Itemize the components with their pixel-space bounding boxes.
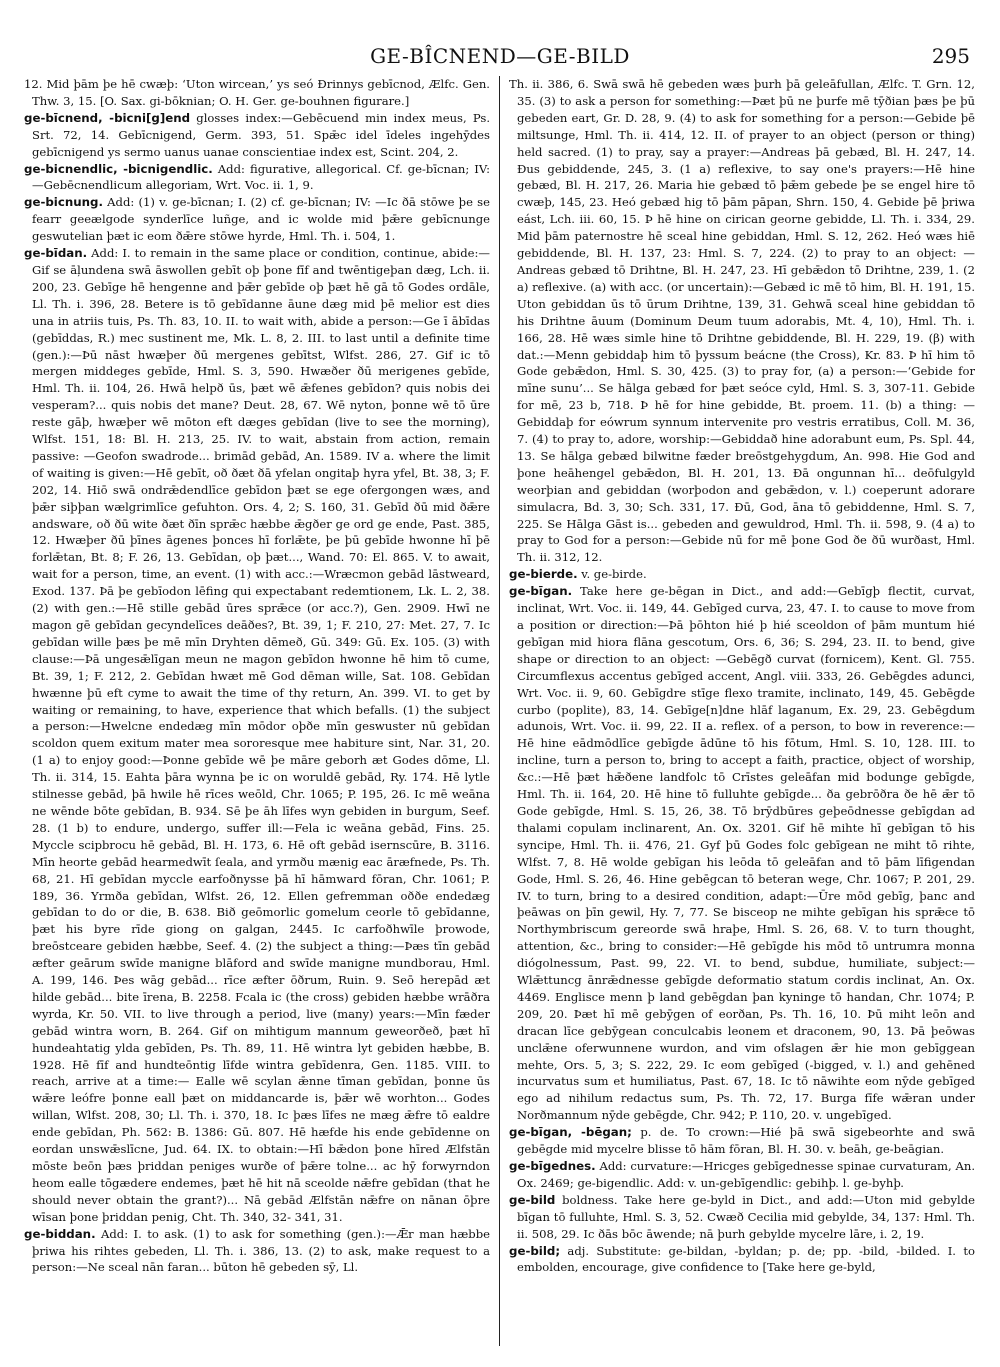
dictionary-entry	[24, 110, 490, 161]
left-column	[24, 76, 490, 1346]
entry-text: Take here ge-bēgan in Dict., and add:—Gebīgþ flectit, curvat, inclinat, Wrt. Voc. ii. 149, 44. Gebīged curva, 23, 47. I. to cause to move from a position or direction:—Þā þōhton hié þ hié sceoldon of þām muntum hié gebīgan mid hiora flāna gescotum, Ors. 6, 36; S. 294, 23. II. to bend, give shape or direction to an object: —Gebēgð curvat (fornicem), Kent. Gl. 755. Circumflexus accentus gebīged accent, Angl. viii. 333, 26. Gebēgdes adunci, Wrt. Voc. ii. 9, 60. Gebīgdre stīge flexo tramite, inclinato, 149, 45. Gebēgde curbo (poplite), 83, 14. Gebīge[n]dne hlāf laganum, Ex. 29, 23. Gebēgdum adunois, Wrt. Voc. ii. 99, 22. II a. reflex. of a person, to bow in reverence:—Hē hine eādmōdlīce gebīgde ādūne tō his fōtum, Hml. S. 10, 128. III. to incline, turn a person to, bring to accept a faith, practice, object of worship, &c.:—Hē þæt hǣðene landfolc tō Crīstes geleāfan mid bodunge gebīgde, Hml. Th. ii. 164, 20. Hē hine tō fulluhte gebīgde... ða gebrōðra ðe hē ǣr tō Gode gebīgde, Hml. S. 15, 26, 38. Tō brȳdbūres geþeōdnesse gebīgdan ad thalami copulam inclinarent, An. Ox. 3201. Gif hē mihte hī gebīgan tō his syncipe, Hml. Th. ii. 476, 21. Gyf þū Godes folc gebīgean ne miht tō rihte, Wlfst. 7, 8. Hē wolde gebīgan his leōda tō geleāfan and tō þām līfigendan Gode, Hml. S. 26, 46. Hine gebēgcan tō beteran wege, Chr. 1067; P. 201, 29. IV. to turn, bring to a desired condition, adapt:—Ūre mōd gebīg, þanc and þeāwas on þīn gewil, Hy. 7, 77. Se bisceop ne mihte gebīgan his sprǣce tō Northymbriscum gereorde swā hraþe, Hml. S. 26, 68. V. to turn thought, attention, &c., bring to consider:—Hē gebīgde his mōd tō untrumra monna diógolnessum, Past. 99, 22. VI. to bend, subdue, humiliate, subject:—Wlǣttuncg ānrǣdnesse gebīgde deformatio statum cordis inclinat, An. Ox. 4469. Englisce menn þ land gebēgdan þan kyninge tō handan, Chr. 1074; P. 209, 20. Þæt hī mē gebȳgen of eorðan, Ps. Th. 16, 10. Þū miht leōn and dracan līce gebȳgean conculcabis leonem et draconem, 90, 13. Þā þeōwas unclǣne oferwunnene wurdon, and vim ofslagen ǣr hie mon gebīggean mehte, Ors. 5, 3; S. 222, 29. Ic eom gebīged (-bigged, v. l.) and gehēned incurvatus sum et humiliatus, Past. 67, 18. Ic tō nāwihte eom nȳde gebīged ego ad nihilum redactus sum, Ps. Th. 72, 17. Burga fīfe wǣran under Norðmannum nȳde gebēgde, Chr. 942; P. 110, 20. v. ungebīged.	[517, 584, 975, 1123]
page-header	[24, 44, 976, 70]
entry-headword: ge-bīgednes.	[509, 1159, 596, 1173]
entry-headword: ge-bīgan, -bēgan;	[509, 1125, 632, 1140]
right-column	[509, 76, 975, 1346]
entry-text: Add: (1) v. ge-bīcnan; I. (2) cf. ge-bīcnan; IV: —Ic ðā stōwe þe se fearr geeælgode synderlīce luñge, and ic wolde mid þǣre gebīcnunge geswutelian þæt ic eom ðǣre stōwe hyrde, Hml. Th. i. 504, 1.	[32, 195, 490, 244]
entry-headword: ge-biddan.	[24, 1226, 96, 1241]
entry-text: Add: figurative, allegorical. Cf. ge-bīcnan; IV:—Gebēcnendlicum allegoriam, Wrt. Voc. ii. 1, 9.	[32, 161, 490, 193]
running-title: GE-BÎCNEND—GE-BILD	[370, 44, 630, 68]
text-columns	[24, 76, 976, 1346]
entry-text: adj. Substitute: ge-bildan, -byldan; p. de; pp. -bild, -bilded. I. to embolden, encourage, give confidence to [Take here ge-byld,	[517, 1243, 975, 1275]
dictionary-entry	[509, 1243, 975, 1277]
dictionary-entry	[24, 161, 490, 195]
entry-headword: ge-bild;	[509, 1243, 561, 1258]
entry-text: Add: curvature:—Hricges gebīgednesse spinae curvaturam, An. Ox. 2469; ge-bigendlic. Add: v. un-gebīgendlic: gebihþ. l. ge-byhþ.	[517, 1159, 975, 1190]
dictionary-entry	[24, 194, 490, 245]
dictionary-entry	[509, 583, 975, 1124]
entry-text: Th. ii. 386, 6. Swā swā hē gebeden wæs þurh þā geleāfullan, Ælfc. T. Grn. 12, 35. (3) to ask a person for something:—Þæt þū ne þurfe mē tȳðian þæs þe þū gebeden eart, Gr. D. 28, 9. (4) to ask for something for a person:—Gebide þē miltsunge, Hml. Th. ii. 414, 12. II. of prayer to an object (person or thing) held sacred. (1) to pray, say a prayer:—Andreas þā gebæd, Bl. H. 247, 14. Ðus gebiddende, 245, 3. (1 a) reflexive, to say one's prayers:—Hē hine gebæd, Bl. H. 217, 26. Maria hie gebæd tō þǣm gebede þe se engel hire tō cwæþ, 145, 23. Heó gebæd hig tō þām pāpan, Shrn. 150, 4. Gebide þē þriwa eást, Lch. iii. 60, 15. Þ hē hine on cirican georne gebidde, Ll. Th. i. 334, 29. Mid þām paternostre hē sceal hine gebiddan, Hml. S. 12, 262. Heó wæs hiē gebiddende, Bl. H. 137, 23: Hml. S. 7, 224. (2) to pray to an object: —Andreas gebæd tō Drihtne, Bl. H. 247, 23. Hī gebǣdon tō Drihtne, 239, 1. (2 a) reflexive. (a) with acc. (or uncertain):—Gebæd ic mē tō him, Bl. H. 191, 15. Uton gebiddan ūs tō ūrum Drihtne, 139, 31. Gehwā sceal hine gebiddan tō his Drihtne āuum (Dominum Deum tuum adorabis, Mt. 4, 10), Hml. Th. i. 166, 28. Hē wæs simle hine tō Drihtne gebiddende, Bl. H. 229, 19. (β) with dat.:—Menn gebiddaþ him tō þyssum beácne (the Cross), Kr. 83. Þ hī him tō Gode gebǣdon, Hml. S. 30, 425. (3) to pray for, (a) a person:—‘Gebide for mīne sunu’... Se hālga gebæd for þæt seóce cyld, Hml. S. 3, 307-11. Gebide for mē, 23 b, 718. Þ hē for hine gebidde, Bt. proem. 11. (b) a thing: —Gebiddaþ for eówrum synnum intervenite pro vestris erratibus, Coll. M. 36, 7. (4) to pray to, adore, worship:—Gebiddað hine adorabunt eum, Ps. Spl. 44, 13. Se hālga gebæd bilwitne fæder breōstgehygdum, An. 998. Hie God and þone heāhengel gebǣdon, Bl. H. 201, 13. Ðā ongunnan hī... deōfulgyld weorþian and gebiddan (worþodon and gebǣdon, v. l.) coeperunt adorare simulacra, Bd. 3, 30; Sch. 331, 17. Ðū, God, āna tō gebiddenne, Hml. S. 7, 225. Se Hālga Gāst is... gebeden and gewuldrod, Hml. Th. ii. 598, 9. (4 a) to pray to God for a person:—Gebide nū for mē þone God ðe ðū wurðast, Hml. Th. ii. 312, 12.	[509, 77, 975, 565]
entry-headword: ge-bicnung.	[24, 195, 103, 210]
entry-headword: ge-bīgan.	[509, 584, 573, 599]
dictionary-entry	[509, 1192, 975, 1243]
entry-headword: ge-bīdan.	[24, 246, 88, 261]
entry-text: Add: I. to ask. (1) to ask for something (gen.):—Ǣr man hæbbe þriwa his rihtes gebeden, Ll. Th. i. 386, 13. (2) to ask, make request to a person:—Ne sceal nān faran... būton hē gebeden sȳ, Ll.	[32, 1226, 490, 1275]
dictionary-entry	[24, 245, 490, 1226]
entry-headword: ge-bicnendlic, -bicnigendlic.	[24, 161, 213, 176]
dictionary-entry	[24, 76, 490, 110]
dictionary-entry	[509, 76, 975, 566]
dictionary-entry	[509, 1124, 975, 1158]
dictionary-entry	[509, 566, 975, 583]
entry-text: Add: I. to remain in the same place or condition, continue, abide:—Gif se āļundena swā āswollen gebīt oþ þone fīf and twēntigeþan dæg, Lch. ii. 200, 23. Gebīge hē hengenne and þǣr gebīde oþ þæt hē gā tō Godes ordāle, Ll. Th. i. 396, 28. Betere is tō gebīdanne āune dæg mid þē melior est dies una in atriis tuis, Ps. Th. 83, 10. II. to wait with, abide a person:—Ge ī ābīdas (gebīddas, R.) mec sustinent me, Mk. L. 8, 2. III. to last until a definite time (gen.):—Þū nāst hwæþer ðū mergenes gebītst, Wlfst. 286, 27. Gif ic tō mergen middeges gebīde, Hml. S. 3, 590. Hwæðer ðū merigenes gebīde, Hml. Th. ii. 104, 26. Hwā helpð ūs, þæt wē ǣfenes gebīdon? quis nobis dei vesperam?... quis nobis det mane? Deut. 28, 67. Wē nyton, þonne wē tō ūre reste gāþ, hwæþer wē mōton eft dæges gebīdan (live to see the morning), Wlfst. 151, 18: Bl. H. 213, 25. IV. to wait, abstain from action, remain passive: —Geofon swadrode... brimād gebād, An. 1589. IV a. where the limit of waiting is given:—Hē gebīt, oð ðæt ðā yfelan ongitaþ hyra yfel, Bt. 38, 3; F. 202, 14. Hiō swā ondrǣdendlīce gebīdon þæt se ege ofergongen wæs, and þǣr siþþan wælgrimlīce gefuhton. Ors. 4, 2; S. 160, 31. Gebīd ðū mid ðǣre andsware, oð ðū wite ðæt ðīn sprǣc hæbbe ǣgðer ge ord ge ende, Past. 385, 12. Hwæþer ðū þīnes āgenes þonces hī forlǣte, þe þū gebīde hwonne hī þē forlǣtan, Bt. 8; F. 26, 13. Gebīdan, oþ þæt..., Wand. 70: El. 865. V. to await, wait for a person, time, an event. (1) with acc.:—Wræcmon gebād lāstweard, Exod. 137. Þā þe gebīodon lēfing qui expectabant redemtionem, Lk. L. 2, 38. (2) with gen.:—Hē stille gebād ūres sprǣce (or acc.?), Gen. 2909. Hwī ne magon gē gebīdan gecyndelīces deāðes?, Bt. 39, 1; F. 210, 27: Met. 27, 7. Ic gebīdan wille þæs þe mē mīn Dryhten dēmeð, Gū. 349: Gū. Ex. 105. (3) with clause:—Þā ungesǣlīgan meun ne magon gebīdon hwonne hē him tō cume, Bt. 39, 1; F. 212, 2. Gebīdan hwæt mē God dēman wille, Sat. 108. Gebīdan hwænne þū eft cyme to await the time of thy return, An. 399. VI. to get by waiting or remaining, to have, experience that which befalls. (1) the subject a person:—Hwelcne endedæg mīn mōdor oþðe mīn geswuster nū gebīdan scoldon quem exitum mater mea sororesque mee habiture sint, Nar. 31, 20. (1 a) to enjoy good:—Þonne gebīde wē þe māre geborh æt Godes dōme, Ll. Th. ii. 314, 15. Eahta þāra wynna þe ic on woruldē gebād, Ry. 174. Hē lytle stilnesse gebād, þā hwile hē rīces weōld, Chr. 1065; P. 195, 26. Ic mē weāna ne wēnde bōte gebīdan, B. 934. Sē þe āh līfes wyn gebiden in burgum, Seef. 28. (1 b) to endure, undergo, suffer ill:—Fela ic weāna gebād, Fins. 25. Myccle scipbrocu hē gebād, Bl. H. 173, 6. Hē oft gebād isernscūre, B. 3116. Mīn heorte gebād hearmedwīt ſeala, and yrmðu mænig eac āræfnede, Ps. Th. 68, 21. Hī gebīdan myccle earfoðnysse þā hī hāmward fōran, Chr. 1061; P. 189, 36. Yrmða gebīdan, Wlfst. 26, 12. Ellen gefremman oððe endedæg gebīdan to do or die, B. 638. Bið geōmorlic gomelum ceorle tō gebīdanne, þæt his byre rīde giong on galgan, 2445. Ic carfoðhwīle þrowode, breōstceare gebiden hæbbe, Seef. 4. (2) the subject a thing:—Þæs tīn gebād æfter geārum swīde manigne blāford and swīde manigne mundborau, Hml. A. 199, 146. Þes wāg gebād... rīce æfter ōðrum, Ruin. 9. Seō herepād æt hilde gebād... bite īrena, B. 2258. Fcala ic (the cross) gebiden hæbbe wrāðra wyrda, Kr. 50. VII. to live through a period, live (many) years:—Mīn fæder gebād wintra worn, B. 264. Gif on mihtigum mannum geweorðeð, þæt hī hundeahtatig ylda gebīden, Ps. Th. 89, 11. Hē wintra lyt gebiden hæbbe, B. 1928. Hē fīf and hundteōntig līfde wintra gebīdenra, Gen. 1185. VIII. to reach, arrive at a time:— Ealle wē scylan ǣnne tīman gebīdan, þonne ūs wǣre leófre þonne eall þæt on middancarde is, þǣr wē worhton... Godes willan, Wlfst. 208, 30; Ll. Th. i. 370, 18. Ic þæs līfes ne mæg ǣfre tō ealdre ende gebīdan, Ph. 562: B. 1386: Gū. 807. Hē hæfde his ende gebīdenne on eordan unswǣslīcne, Jud. 64. IX. to obtain:—Hī bǣdon þone hīred Ælfstān mōste beōn þæs þriddan peniges wurðe of þǣre tolne... ac hȳ forwyrndon heom ealle tōgædere endemes, þæt hē hit nā sceolde nǣfre gebīdan (that he should never obtain the grant?)... Nā gebād Ælfstān nǣfre on nānan ōþre wīsan þone þriddan penig, Cht. Th. 340, 32- 341, 31.	[32, 246, 490, 1224]
entry-text: glosses index:—Gebēcuend min index meus, Ps. Srt. 72, 14. Gebīcnigend, Germ. 393, 51. Spǣc idel īdeles ingehȳdes gebīcnigend ys sermo uanus uanae conscientiae index est, Scint. 204, 2.	[32, 110, 490, 159]
page-number: 295	[931, 44, 970, 68]
entry-headword: ge-bīcnend, -bicni[g]end	[24, 110, 191, 125]
entry-text: 12. Mid þām þe hē cwæþ: ‘Uton wircean,’ ys seó Ðrinnys gebīcnod, Ælfc. Gen. Thw. 3, 15. [O. Sax. gi-bōknian; O. H. Ger. ge-bouhnen figurare.]	[24, 77, 490, 108]
entry-text: p. de. To crown:—Hié þā swā sigebeorhte and swā gebēgde mid mycelre blisse tō hām fōran, Bl. H. 30. v. beāh, ge-beāgian.	[517, 1125, 975, 1157]
entry-headword: ge-bild	[509, 1192, 556, 1207]
dictionary-entry	[509, 1158, 975, 1192]
entry-text: boldness. Take here ge-byld in Dict., and add:—Uton mid gebylde bīgan tō fulluhte, Hml. S. 3, 52. Cwæð Cecilia mid gebylde, 34, 137: Hml. Th. ii. 508, 29. Ic ðās bōc āwende; nā þurh gebylde mycelre lāre, i. 2, 19.	[517, 1192, 975, 1241]
dictionary-entry	[24, 1226, 490, 1277]
entry-text: v. ge-birde.	[581, 567, 647, 582]
column-divider	[499, 76, 500, 1346]
entry-headword: ge-bierde.	[509, 567, 578, 582]
